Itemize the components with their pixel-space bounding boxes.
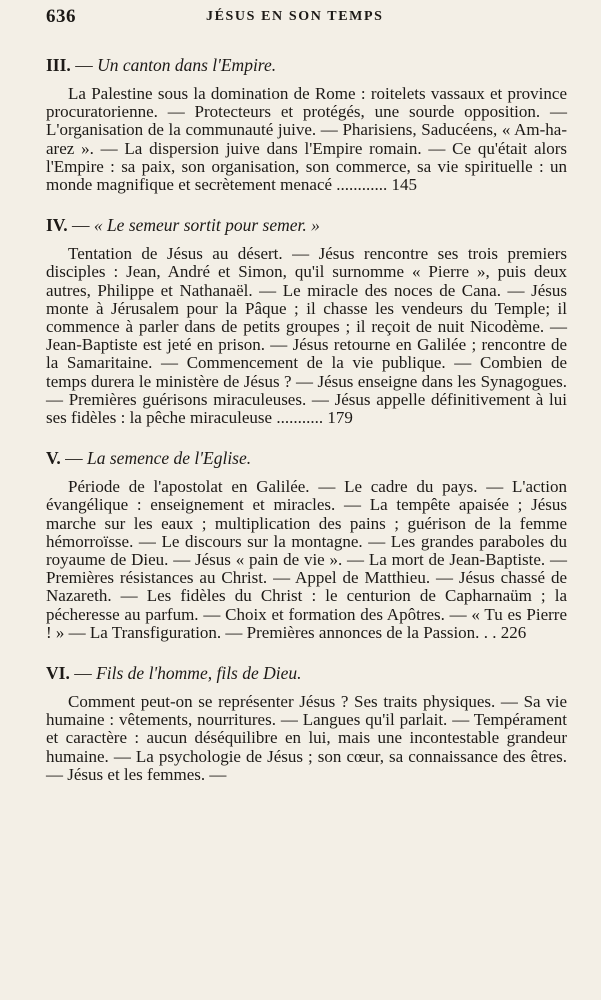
page-reference: ........... 179 (276, 408, 353, 428)
toc-section-5 (46, 447, 567, 642)
section-title: La semence de l'Eglise. (87, 448, 252, 469)
page-reference: ............ 145 (336, 175, 418, 195)
section-summary (46, 478, 567, 642)
heading-separator: — (60, 448, 88, 469)
page-number: 636 (46, 6, 76, 27)
section-heading (46, 54, 567, 76)
summary-text: La Palestine sous la domination de Rome : roitelets vassaux et province procuratorienne. — Protecteurs et protégés, une sourde opposition. — L'organisation de la communauté juive. — Pharisiens, Saducéens, « Am-ha-arez ». — La dispersion juive dans l'Empire romain. — Ce qu'était alors l'Empire : sa paix, son organisation, son commerce, sa vie spirituelle : un monde magnifique et secrètement menacé (46, 84, 567, 195)
section-heading (46, 214, 567, 236)
heading-separator: — (69, 663, 97, 684)
running-title: JÉSUS EN SON TEMPS (206, 9, 384, 24)
table-of-contents (46, 54, 567, 804)
section-heading (46, 447, 567, 469)
section-title: « Le semeur sortit pour semer. » (93, 215, 320, 236)
section-title: Fils de l'homme, fils de Dieu. (96, 663, 302, 684)
section-number: VI. (46, 663, 70, 684)
section-number: IV. (46, 215, 68, 236)
toc-section-3 (46, 54, 567, 194)
summary-text: Comment peut-on se représenter Jésus ? Ses traits physiques. — Sa vie humaine : vêtements, nourritures. — Langues qu'il parlait. — Tempérament et caractère : aucun déséquilibre en lui, mais une incontestable grandeur humaine. — La psychologie de Jésus ; son cœur, sa connaissance des êtres. — Jésus et les femmes. — (46, 692, 567, 784)
section-number: III. (46, 55, 71, 75)
summary-text: Période de l'apostolat en Galilée. — Le cadre du pays. — L'action évangélique : enseignement et miracles. — La tempête apaisée ; Jésus marche sur les eaux ; multiplication des pains ; guérison de la femme hémorroïsse. — Le discours sur la montagne. — Les grandes paraboles du royaume de Dieu. — Jésus « pain de vie ». — La mort de Jean-Baptiste. — Premières résistances au Christ. — Appel de Matthieu. — Jésus chassé de Nazareth. — Les fidèles du Christ : le centurion de Capharnaüm ; la pécheresse au parfum. — Choix et formation des Apôtres. — « Tu es Pierre ! » — La Transfiguration. — Premières annonces de la Passion. (46, 477, 567, 642)
summary-text: Tentation de Jésus au désert. — Jésus rencontre ses trois premiers disciples : Jean, André et Simon, qu'il surnomme « Pierre », puis deux autres, Philippe et Nathanaël. — Le miracle des noces de Cana. — Jésus monte à Jérusalem pour la Pâque ; il chasse les vendeurs du Temple; il commence à parler dans de petits groupes ; il reçoit de nuit Nicodème. — Jean-Baptiste est jeté en prison. — Jésus retourne en Galilée ; rencontre de la Samaritaine. — Commencement de la vie publique. — Combien de temps durera le ministère de Jésus ? — Jésus enseigne dans les Synagogues. — Premières guérisons miraculeuses. — Jésus appelle définitivement à lui ses fidèles : la pêche miraculeuse (46, 244, 567, 428)
section-title: Un canton dans l'Empire. (97, 55, 277, 75)
heading-separator: — (70, 55, 98, 75)
page-header (46, 6, 567, 30)
section-number: V. (46, 448, 61, 469)
heading-separator: — (67, 215, 94, 236)
section-summary (46, 693, 567, 784)
section-heading (46, 662, 567, 684)
section-summary (46, 245, 567, 427)
page-reference: . . 226 (483, 622, 527, 642)
toc-section-6 (46, 662, 567, 784)
section-summary (46, 85, 567, 194)
toc-section-4 (46, 214, 567, 427)
